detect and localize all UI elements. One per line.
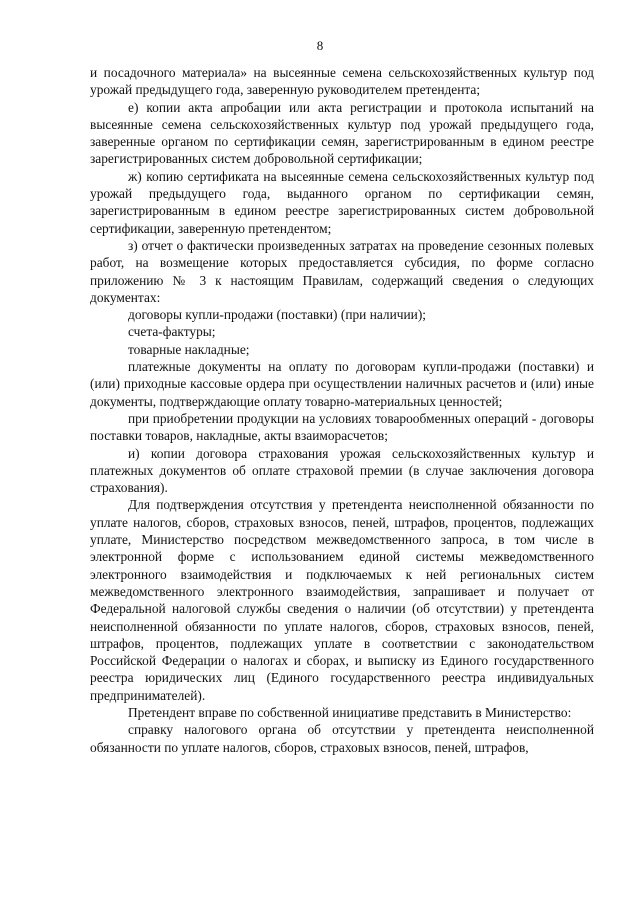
list-item-payment-documents: платежные документы на оплату по договорам купли-продажи (поставки) и (или) приходные кассовые ордера при осуществлении наличных расчетов и (или) иные документы, подтверждающие оплату товарно-материальных ценностей; [90,359,594,409]
paragraph-item-i: и) копии договора страхования урожая сельскохозяйственных культур и платежных документов об оплате страховой премии (в случае заключения договора страхования). [90,445,594,496]
paragraph-continuation: и посадочного материала» на высеянные семена сельскохозяйственных культур под урожай предыдущего года, заверенную руководителем претендента; [90,65,594,98]
document-body [90,64,594,756]
list-item-invoices: счета-фактуры; [128,324,216,340]
paragraph-item-z: з) отчет о фактически произведенных затратах на проведение сезонных полевых работ, на возмещение которых предоставляется субсидия, по форме согласно приложению № 3 к настоящим Правилам, содержащий сведения о следующих документах: [90,237,594,305]
paragraph-tax-certificate: справку налогового органа об отсутствии у претендента неисполненной обязанности по уплате налогов, сборов, страховых взносов, пеней, штрафов, [90,722,594,755]
paragraph-tax-verification: Для подтверждения отсутствия у претендента неисполненной обязанности по уплате налогов, сборов, страховых взносов, пеней, штрафов, процентов, подлежащих уплате, Министерство посредством межведомственного запроса, в том числе в электронной форме с использованием единой системы межведомственного электронного взаимодействия и подключаемых к ней региональных систем межведомственного электронного взаимодействия, запрашивает и получает от Федеральной налоговой службы сведения о наличии (об отсутствии) у претендента неисполненной обязанности по уплате налогов, сборов, страховых взносов, пеней, штрафов, процентов, подлежащих уплате в соответствии с законодательством Российской Федерации о налогах и сборах, и выписку из Единого государственного реестра юридических лиц (Единого государственного реестра индивидуальных предпринимателей). [90,497,594,703]
paragraph-applicant-right: Претендент вправе по собственной инициативе представить в Министерство: [128,704,572,720]
page-number: 8 [316,38,324,53]
list-item-waybills: товарные накладные; [128,341,250,357]
paragraph-item-e: е) копии акта апробации или акта регистрации и протокола испытаний на высеянные семена сельскохозяйственных культур под урожай предыдущего года, заверенные органом по сертификации семян, зарегистрированным в едином реестре зарегистрированных систем добровольной сертификации; [90,99,594,167]
paragraph-item-zh: ж) копию сертификата на высеянные семена сельскохозяйственных культур под урожай предыдущего года, выданного органом по сертификации семян, зарегистрированным в едином реестре зарегистрированных систем добровольной сертификации, заверенную претендентом; [90,168,594,236]
list-item-contracts: договоры купли-продажи (поставки) (при наличии); [128,307,427,323]
list-item-barter: при приобретении продукции на условиях товарообменных операций - договоры поставки товаров, накладные, акты взаиморасчетов; [90,410,594,444]
